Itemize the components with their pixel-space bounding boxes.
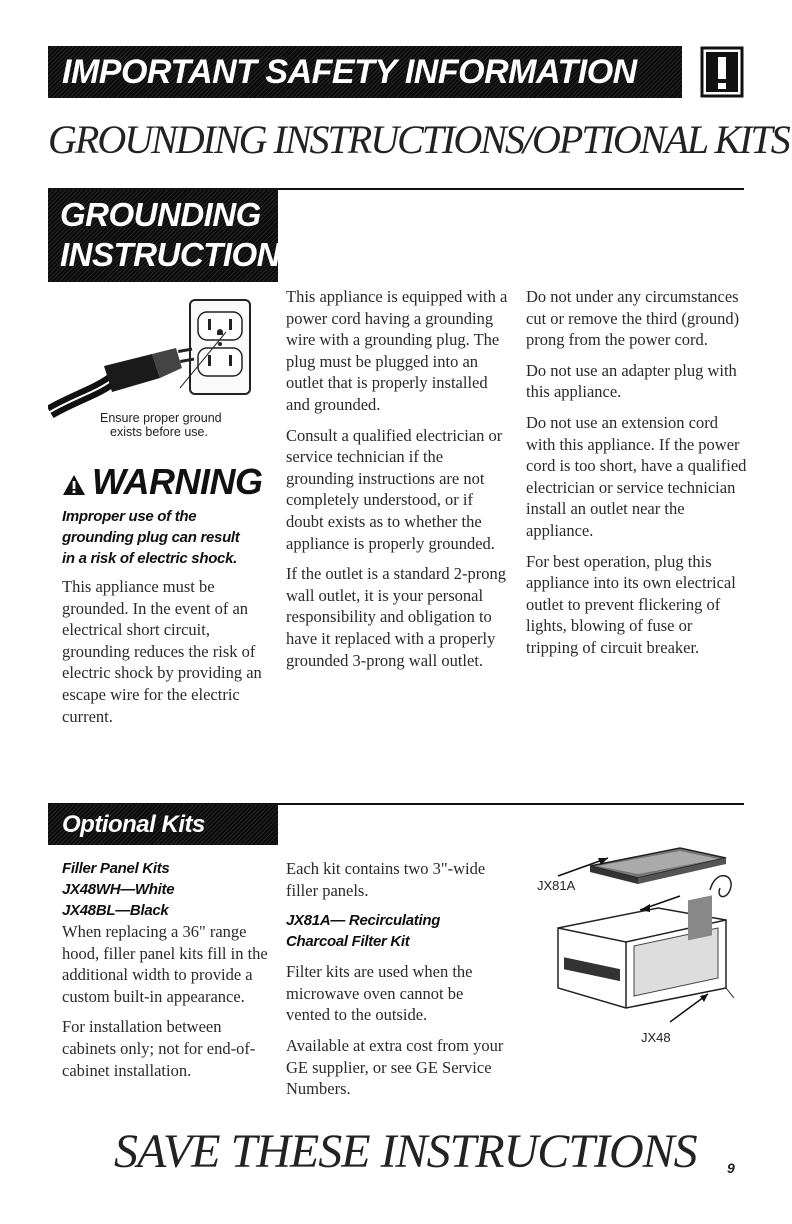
- warning-body-text: This appliance must be grounded. In the event of an electrical short circuit, grounding reduces the risk of electric shock by providing an escape wire for the electric current.: [62, 577, 262, 726]
- optional-kits-heading-box: [48, 805, 278, 845]
- illustration-label-jx48: JX48: [641, 1030, 671, 1045]
- illustration-label-jx81a: JX81A: [537, 878, 576, 893]
- grounding-col3-para: For best operation, plug this appliance into its own electrical outlet to prevent flickering of lights, blowing of fuse or tripping of circuit breaker.: [526, 551, 736, 657]
- filter-kit-title-line2: Charcoal Filter Kit: [286, 933, 410, 951]
- warning-body: [62, 576, 274, 727]
- page-number: 9: [727, 1160, 735, 1176]
- filler-kit-contents: [286, 858, 510, 901]
- save-instructions-text: SAVE THESE INSTRUCTIONS: [114, 1125, 697, 1178]
- grounding-col2-para: Consult a qualified electrician or service technician if the grounding instructions are not completely understood, or if doubt exists as to whether the appliance is properly grounded.: [286, 425, 503, 553]
- filler-kit-para: When replacing a 36" range hood, filler panel kits fill in the additional width to provide a custom built-in appearance.: [62, 922, 268, 1006]
- header-banner: [48, 46, 682, 98]
- page-subtitle: GROUNDING INSTRUCTIONS/OPTIONAL KITS: [48, 117, 789, 162]
- grounding-col2: [286, 286, 508, 671]
- filler-kit-para: For installation between cabinets only; not for end-of-cabinet installation.: [62, 1017, 256, 1080]
- optional-kits-heading: Optional Kits: [62, 811, 205, 838]
- filler-kit-body: [62, 921, 276, 1081]
- grounding-heading-line1: GROUNDING: [60, 196, 261, 233]
- warning-subtitle-line: Improper use of the: [62, 508, 197, 525]
- warning-subtitle-line: in a risk of electric shock.: [62, 550, 238, 567]
- header-title: IMPORTANT SAFETY INFORMATION: [62, 53, 637, 91]
- filler-panel-kits: [62, 858, 276, 1081]
- grounding-col3-para: Do not under any circumstances cut or remove the third (ground) prong from the power cord.: [526, 287, 740, 350]
- grounding-col3: [526, 286, 748, 659]
- warning-title: WARNING: [92, 461, 263, 502]
- filter-kit-body: [286, 961, 510, 1100]
- microwave-filter-kit-icon: [530, 838, 744, 1028]
- grounding-col3-para: Do not use an extension cord with this appliance. If the power cord is too short, have a qualified electrician or service technician install an outlet near the appliance.: [526, 412, 747, 540]
- plug-caption-line1: Ensure proper ground: [100, 411, 222, 425]
- grounding-heading-box: [48, 190, 302, 282]
- plug-caption-line2: exists before use.: [110, 425, 208, 439]
- filler-kit-white: JX48WH—White: [62, 881, 175, 898]
- warning-subtitle-line: grounding plug can result: [62, 529, 240, 546]
- filter-kit-para: Available at extra cost from your GE supplier, or see GE Service Numbers.: [286, 1035, 504, 1099]
- filler-kit-black: JX48BL—Black: [62, 902, 169, 919]
- warning-subtitle: [62, 506, 278, 569]
- filter-kit-title-line1: JX81A— Recirculating: [286, 912, 441, 930]
- filler-kit-title: Filler Panel Kits: [62, 860, 170, 877]
- grounding-col2-para: This appliance is equipped with a power cord having a grounding wire with a grounding plug. The plug must be plugged into an outlet that is properly installed and grounded.: [286, 287, 508, 414]
- filter-kit-para: Filter kits are used when the microwave oven cannot be vented to the outside.: [286, 962, 473, 1025]
- exclamation-box-icon: [700, 46, 744, 98]
- grounding-heading-line2: INSTRUCTIONS: [60, 236, 302, 273]
- warning-triangle-icon: [62, 474, 86, 496]
- grounding-col3-para: Do not use an adapter plug with this appliance.: [526, 360, 737, 402]
- filter-kit-column: [286, 858, 510, 1100]
- grounding-col2-para: If the outlet is a standard 2-prong wall outlet, it is your personal responsibility and obligation to have it replaced with a properly grounded 3-prong wall outlet.: [286, 564, 506, 670]
- filler-kit-contents-text: Each kit contains two 3"-wide filler panels.: [286, 859, 486, 900]
